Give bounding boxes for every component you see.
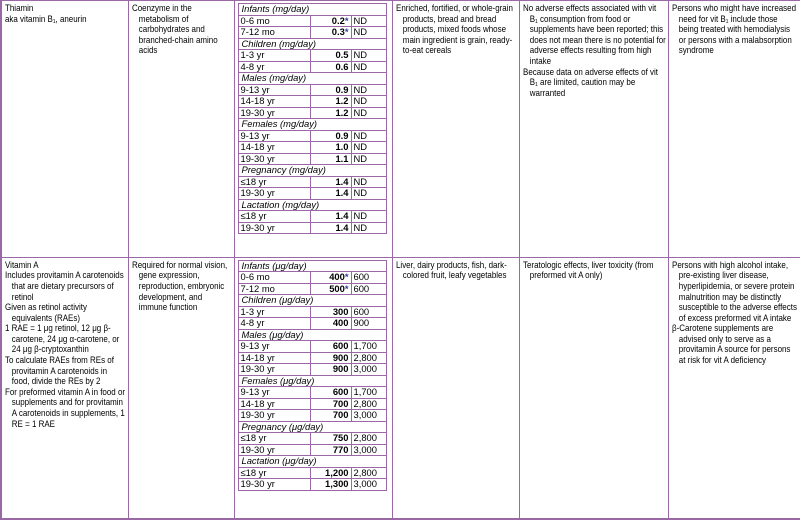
ul-value-cell: 1,700	[351, 341, 386, 353]
ul-value-cell: 600	[351, 272, 386, 284]
ul-value-cell: 3,000	[351, 410, 386, 422]
life-stage-cell: 7-12 mo	[238, 27, 310, 39]
intake-row	[238, 398, 386, 410]
adverse-effects-cell-text	[523, 3, 666, 98]
ul-value-cell: ND	[351, 84, 386, 96]
ul-value-cell: ND	[351, 27, 386, 39]
rda-value-cell: 0.2*	[310, 15, 351, 27]
life-stage-cell: 1-3 yr	[238, 50, 310, 62]
paragraph: Given as retinol activity equivalents (RAEs)	[5, 301, 87, 323]
rda-value-cell: 1,200	[310, 467, 351, 479]
life-stage-cell: 19-30 yr	[238, 188, 310, 200]
special-considerations-cell-text	[672, 3, 798, 56]
ul-value-cell: 900	[351, 318, 386, 330]
footnote-asterisk: *	[344, 271, 349, 283]
paragraph: Vitamin A	[5, 258, 39, 270]
adverse-effects-cell	[519, 1, 668, 258]
life-stage-group-header: Lactation (mg/day)	[238, 199, 386, 211]
rda-value-cell: 600	[310, 341, 351, 353]
rda-value-cell: 1.4	[310, 211, 351, 223]
life-stage-cell: 19-30 yr	[238, 364, 310, 376]
rda-value-cell: 400	[310, 318, 351, 330]
intake-row	[238, 84, 386, 96]
special-considerations-cell	[668, 257, 800, 519]
rda-value-cell: 750	[310, 433, 351, 445]
life-stage-cell: 0-6 mo	[238, 15, 310, 27]
life-stage-cell: 4-8 yr	[238, 318, 310, 330]
ul-value-cell: ND	[351, 188, 386, 200]
ul-value-cell: 1,700	[351, 387, 386, 399]
food-sources-cell-text	[396, 3, 517, 56]
rda-value-cell: 1,300	[310, 479, 351, 491]
intake-row	[238, 27, 386, 39]
vitamin-row-thiamin	[1, 1, 800, 258]
life-stage-cell: ≤18 yr	[238, 211, 310, 223]
footnote-asterisk: *	[344, 26, 349, 38]
paragraph: Because data on adverse effects of vit B₁ are limited, caution may be warranted	[522, 65, 658, 98]
life-stage-cell: ≤18 yr	[238, 467, 310, 479]
ul-value-cell: ND	[351, 130, 386, 142]
intake-row	[238, 153, 386, 165]
intake-row	[238, 107, 386, 119]
ul-value-cell: 3,000	[351, 364, 386, 376]
intake-row	[238, 96, 386, 108]
ul-value-cell: ND	[351, 176, 386, 188]
special-considerations-cell-text	[672, 260, 798, 366]
ul-value-cell: ND	[351, 153, 386, 165]
life-stage-cell: 9-13 yr	[238, 341, 310, 353]
life-stage-group-row	[238, 199, 386, 211]
ul-value-cell: ND	[351, 50, 386, 62]
life-stage-group-header: Infants (mg/day)	[238, 4, 386, 16]
intake-row	[238, 306, 386, 318]
paragraph: Includes provitamin A carotenoids that are dietary precursors of retinol	[5, 269, 124, 302]
intake-table	[238, 260, 387, 491]
life-stage-cell: 14-18 yr	[238, 142, 310, 154]
paragraph: β-Carotene supplements are advised only to serve as a provitamin A source for persons at risk for vit A deficiency	[671, 322, 790, 366]
life-stage-cell: 9-13 yr	[238, 84, 310, 96]
life-stage-cell: 14-18 yr	[238, 96, 310, 108]
intake-row	[238, 444, 386, 456]
rda-value-cell: 700	[310, 398, 351, 410]
intake-table	[238, 3, 387, 234]
intake-row	[238, 352, 386, 364]
life-stage-group-row	[238, 119, 386, 131]
paragraph: aka vitamin B₁, aneurin	[5, 12, 87, 24]
ul-value-cell: 600	[351, 283, 386, 295]
paragraph: No adverse effects associated with vit B₁ consumption from food or supplements have been reported; this does not mean there is no potential for adverse effects resulting from high intake	[522, 2, 666, 66]
paragraph: Persons with high alcohol intake, pre-existing liver disease, hyperlipidemia, or severe protein malnutrition may be distinctly susceptible to the adverse effects of excess preformed vit A intake	[671, 258, 797, 323]
paragraph: Coenzyme in the metabolism of carbohydrates and branched-chain amino acids	[131, 2, 218, 56]
ul-value-cell: ND	[351, 211, 386, 223]
life-stage-group-row	[238, 456, 386, 468]
rda-value-cell: 300	[310, 306, 351, 318]
ul-value-cell: 3,000	[351, 479, 386, 491]
paragraph: Thiamin	[5, 2, 34, 13]
paragraph: Persons who might have increased need for vit B₁ include those being treated with hemodialysis or persons with a malabsorption syndrome	[671, 2, 796, 56]
food-sources-cell-text	[396, 260, 517, 281]
vitamin-name-cell-text	[5, 3, 125, 24]
life-stage-group-header: Infants (μg/day)	[238, 260, 386, 272]
life-stage-cell: 14-18 yr	[238, 352, 310, 364]
ul-value-cell: 2,800	[351, 398, 386, 410]
paragraph: Required for normal vision, gene expression, reproduction, embryonic development, and immune function	[131, 258, 227, 313]
footnote-asterisk: *	[344, 283, 349, 294]
intake-cell	[234, 1, 392, 258]
life-stage-group-row	[238, 260, 386, 272]
rda-value-cell: 1.0	[310, 142, 351, 154]
life-stage-cell: 19-30 yr	[238, 222, 310, 234]
rda-value-cell: 600	[310, 387, 351, 399]
rda-value-cell: 1.1	[310, 153, 351, 165]
life-stage-group-header: Females (mg/day)	[238, 119, 386, 131]
intake-row	[238, 176, 386, 188]
rda-value-cell: 900	[310, 352, 351, 364]
rda-value-cell: 900	[310, 364, 351, 376]
intake-row	[238, 188, 386, 200]
life-stage-cell: 9-13 yr	[238, 387, 310, 399]
food-sources-cell	[392, 1, 519, 258]
life-stage-group-header: Pregnancy (μg/day)	[238, 421, 386, 433]
life-stage-group-row	[238, 295, 386, 307]
life-stage-cell: ≤18 yr	[238, 176, 310, 188]
ul-value-cell: ND	[351, 15, 386, 27]
life-stage-cell: 19-30 yr	[238, 153, 310, 165]
paragraph: Teratologic effects, liver toxicity (from preformed vit A only)	[522, 258, 654, 281]
life-stage-cell: 1-3 yr	[238, 306, 310, 318]
life-stage-cell: 19-30 yr	[238, 479, 310, 491]
intake-row	[238, 467, 386, 479]
rda-value-cell: 1.2	[310, 107, 351, 119]
life-stage-cell: 19-30 yr	[238, 410, 310, 422]
function-cell	[128, 1, 234, 258]
paragraph: Enriched, fortified, or whole-grain products, bread and bread products, mixed foods whose main ingredient is grain, ready-to-eat cereals	[395, 2, 513, 56]
paragraph: 1 RAE = 1 μg retinol, 12 μg β-carotene, 24 μg α-carotene, or 24 μg β-cryptoxanthin	[5, 322, 120, 355]
rda-value-cell: 1.2	[310, 96, 351, 108]
ul-value-cell: ND	[351, 142, 386, 154]
paragraph: To calculate RAEs from REs of provitamin A carotenoids in food, divide the REs by 2	[5, 354, 114, 387]
life-stage-cell: 0-6 mo	[238, 272, 310, 284]
life-stage-cell: ≤18 yr	[238, 433, 310, 445]
function-cell	[128, 257, 234, 519]
rda-value-cell: 1.4	[310, 188, 351, 200]
vitamin-name-cell	[1, 1, 128, 258]
ul-value-cell: 3,000	[351, 444, 386, 456]
intake-row	[238, 283, 386, 295]
intake-cell	[234, 257, 392, 519]
intake-row	[238, 318, 386, 330]
intake-row	[238, 341, 386, 353]
intake-row	[238, 61, 386, 73]
ul-value-cell: 2,800	[351, 467, 386, 479]
rda-value-cell: 0.3*	[310, 27, 351, 39]
intake-row	[238, 222, 386, 234]
life-stage-group-header: Males (mg/day)	[238, 73, 386, 85]
intake-row	[238, 387, 386, 399]
life-stage-cell: 19-30 yr	[238, 107, 310, 119]
vitamin-name-cell-text	[5, 260, 125, 430]
life-stage-group-row	[238, 165, 386, 177]
ul-value-cell: 2,800	[351, 352, 386, 364]
life-stage-cell: 7-12 mo	[238, 283, 310, 295]
life-stage-group-row	[238, 421, 386, 433]
vitamin-row-vitamin-a	[1, 257, 800, 519]
intake-row	[238, 15, 386, 27]
function-cell-text	[132, 260, 232, 313]
rda-value-cell: 1.4	[310, 222, 351, 234]
life-stage-group-row	[238, 329, 386, 341]
rda-value-cell: 0.9	[310, 130, 351, 142]
life-stage-cell: 14-18 yr	[238, 398, 310, 410]
intake-row	[238, 272, 386, 284]
footnote-asterisk: *	[344, 15, 349, 26]
rda-value-cell: 1.4	[310, 176, 351, 188]
life-stage-group-header: Lactation (μg/day)	[238, 456, 386, 468]
life-stage-group-row	[238, 375, 386, 387]
special-considerations-cell	[668, 1, 800, 258]
adverse-effects-cell	[519, 257, 668, 519]
rda-value-cell: 500*	[310, 283, 351, 295]
food-sources-cell	[392, 257, 519, 519]
ul-value-cell: ND	[351, 107, 386, 119]
adverse-effects-cell-text	[523, 260, 666, 281]
intake-row	[238, 130, 386, 142]
rda-value-cell: 0.6	[310, 61, 351, 73]
life-stage-group-header: Children (mg/day)	[238, 38, 386, 50]
life-stage-group-header: Females (μg/day)	[238, 375, 386, 387]
rda-value-cell: 400*	[310, 272, 351, 284]
paragraph: For preformed vitamin A in food or supplements and for provitamin A carotenoids in supplements, 1 RE = 1 RAE	[5, 385, 126, 429]
vitamin-name-cell	[1, 257, 128, 519]
function-cell-text	[132, 3, 232, 56]
life-stage-group-row	[238, 38, 386, 50]
intake-row	[238, 433, 386, 445]
rda-value-cell: 700	[310, 410, 351, 422]
life-stage-group-row	[238, 4, 386, 16]
ul-value-cell: ND	[351, 222, 386, 234]
ul-value-cell: ND	[351, 61, 386, 73]
ul-value-cell: 600	[351, 306, 386, 318]
ul-value-cell: ND	[351, 96, 386, 108]
life-stage-cell: 9-13 yr	[238, 130, 310, 142]
life-stage-group-header: Pregnancy (mg/day)	[238, 165, 386, 177]
life-stage-group-header: Males (μg/day)	[238, 329, 386, 341]
life-stage-cell: 19-30 yr	[238, 444, 310, 456]
life-stage-group-header: Children (μg/day)	[238, 295, 386, 307]
intake-row	[238, 479, 386, 491]
intake-row	[238, 50, 386, 62]
intake-row	[238, 410, 386, 422]
intake-row	[238, 211, 386, 223]
rda-value-cell: 770	[310, 444, 351, 456]
intake-row	[238, 142, 386, 154]
ul-value-cell: 2,800	[351, 433, 386, 445]
life-stage-group-row	[238, 73, 386, 85]
paragraph: Liver, dairy products, fish, dark-colored fruit, leafy vegetables	[395, 258, 507, 281]
rda-value-cell: 0.9	[310, 84, 351, 96]
intake-row	[238, 364, 386, 376]
life-stage-cell: 4-8 yr	[238, 61, 310, 73]
rda-value-cell: 0.5	[310, 50, 351, 62]
